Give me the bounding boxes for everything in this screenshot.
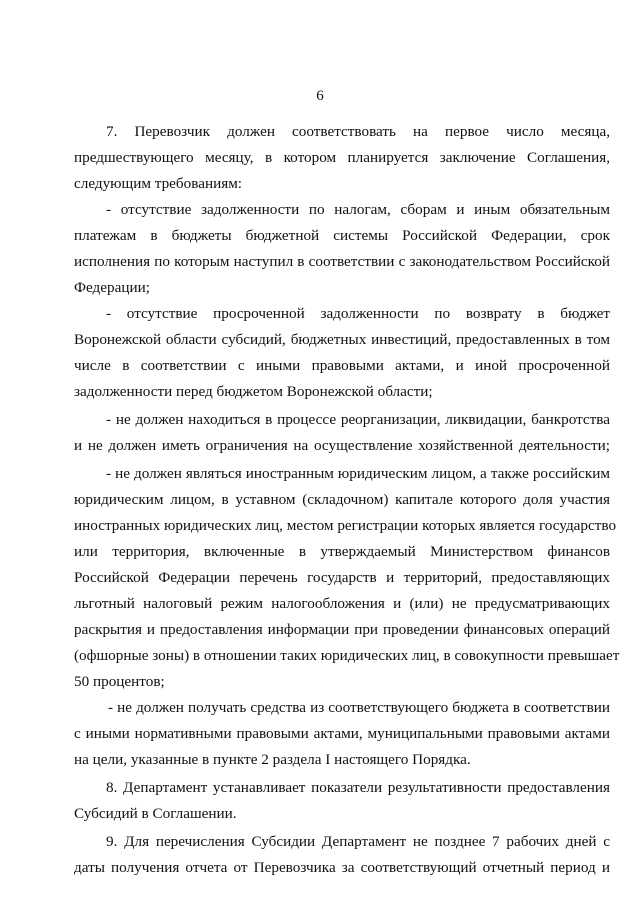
text-line: льготный налоговый режим налогообложения и (или) не предусматривающих — [74, 595, 610, 612]
text-line: раскрытия и предоставления информации при проведении финансовых операций — [74, 621, 610, 638]
text-line: числе в соответствии с иными правовыми актами, и иной просроченной — [74, 357, 610, 374]
text-line: Федерации; — [74, 279, 150, 296]
text-line: 7. Перевозчик должен соответствовать на первое число месяца, — [106, 123, 610, 140]
text-line: на цели, указанные в пункте 2 раздела I настоящего Порядка. — [74, 751, 471, 768]
text-line: и не должен иметь ограничения на осуществление хозяйственной деятельности; — [74, 437, 610, 454]
text-line: следующим требованиям: — [74, 175, 243, 192]
text-line: - отсутствие просроченной задолженности по возврату в бюджет — [106, 305, 610, 322]
text-line: - не должен получать средства из соответствующего бюджета в соответствии — [108, 699, 610, 716]
text-line: иностранных юридических лиц, местом регистрации которых является государство — [74, 517, 617, 534]
text-line: 50 процентов; — [74, 673, 165, 690]
text-line: Воронежской области субсидий, бюджетных инвестиций, предоставленных в том — [74, 331, 610, 348]
text-line: 8. Департамент устанавливает показатели результативности предоставления — [106, 779, 610, 796]
text-line: исполнения по которым наступил в соответствии с законодательством Российской — [74, 253, 610, 270]
text-line: Российской Федерации перечень государств и территорий, предоставляющих — [74, 569, 610, 586]
text-line: задолженности перед бюджетом Воронежской области; — [74, 383, 433, 400]
page-number: 6 — [316, 88, 324, 104]
text-line: с иными нормативными правовыми актами, муниципальными правовыми актами — [74, 725, 610, 742]
text-line: юридическим лицом, в уставном (складочном) капитале которого доля участия — [74, 491, 610, 508]
text-line: - не должен находиться в процессе реорганизации, ликвидации, банкротства — [106, 411, 610, 428]
text-line: предшествующего месяцу, в котором планируется заключение Соглашения, — [74, 149, 610, 166]
text-line: платежам в бюджеты бюджетной системы Российской Федерации, срок — [74, 227, 610, 244]
text-line: - не должен являться иностранным юридическим лицом, а также российским — [106, 465, 610, 482]
text-line: или территория, включенные в утверждаемый Министерством финансов — [74, 543, 610, 560]
text-line: даты получения отчета от Перевозчика за соответствующий отчетный период и — [74, 859, 610, 876]
text-line: (офшорные зоны) в отношении таких юридических лиц, в совокупности превышает — [74, 647, 620, 664]
text-line: Субсидий в Соглашении. — [74, 805, 237, 822]
text-line: - отсутствие задолженности по налогам, сборам и иным обязательным — [106, 201, 610, 218]
text-line: 9. Для перечисления Субсидии Департамент не позднее 7 рабочих дней с — [106, 833, 610, 850]
